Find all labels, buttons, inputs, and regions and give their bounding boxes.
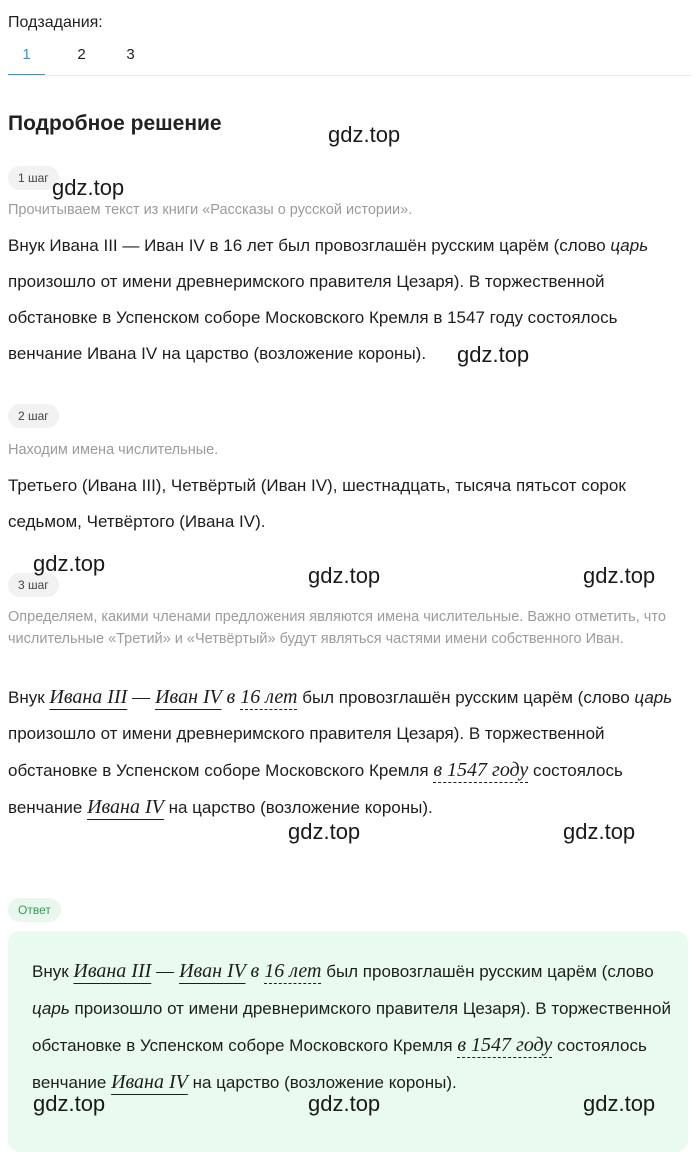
step-1-hint: Прочитываем текст из книги «Рассказы о русской истории». xyxy=(8,202,413,218)
step-3-hint: Определяем, какими членами предложения являются имена числительные. Важно отметить, что числительные «Третий» и «Четвёртый» будут являться частями имени собственного Иван. xyxy=(8,609,666,647)
watermark: gdz.top xyxy=(583,1091,656,1116)
numeral-1547-godu: в 1547 году xyxy=(433,759,529,781)
step-2-chip: 2 шаг xyxy=(8,404,59,428)
watermark: gdz.top xyxy=(33,1091,106,1116)
tab-3[interactable]: 3 xyxy=(126,46,135,63)
subtask-tabs xyxy=(8,46,155,76)
section-title: Подробное решение xyxy=(8,112,222,135)
step-3-analysis: Внук Ивана III — Иван IV в 16 лет был провозглашён русским царём (слово царь произошло от имени древнеримского правителя Цезаря). В торжественной обстановке в Успенском соборе Московского Кремля в 1547 году состоялось венчание Ивана IV на царство (возложение короны). xyxy=(8,686,673,818)
step-1-chip: 1 шаг xyxy=(8,166,59,190)
subtasks-label: Подзадания: xyxy=(8,14,103,31)
watermark: gdz.top xyxy=(52,175,125,200)
watermark: gdz.top xyxy=(583,563,656,588)
name-ivana-iv: Ивана IV xyxy=(87,796,164,818)
watermark: gdz.top xyxy=(288,819,361,844)
step-2-text: Третьего (Ивана III), Четвёртый (Иван IV), шестнадцать, тысяча пятьсот сорок седьмом, Четвёртого (Ивана IV). xyxy=(8,476,626,531)
answer-box xyxy=(8,931,688,1152)
tabs-divider xyxy=(8,75,692,76)
emphasis-word: царь xyxy=(610,236,649,255)
watermark: gdz.top xyxy=(33,551,106,576)
step-2-hint: Находим имена числительные. xyxy=(8,442,219,458)
numeral-16-let: 16 лет xyxy=(240,686,298,708)
watermark: gdz.top xyxy=(308,1091,381,1116)
watermark: gdz.top xyxy=(308,563,381,588)
step-1-text: Внук Ивана III — Иван IV в 16 лет был провозглашён русским царём (слово царь произошло от имени древнеримского правителя Цезаря). В торжественной обстановке в Успенском соборе Московского Кремля в 1547 году состоялось венчание Ивана IV на царство (возложение короны). xyxy=(8,236,649,363)
name-ivan-iv: Иван IV xyxy=(155,686,222,708)
answer-text: Внук Ивана III — Иван IV в 16 лет был провозглашён русским царём (слово царь произошло от имени древнеримского правителя Цезаря). В торжественной обстановке в Успенском соборе Московского Кремля в 1547 году состоялось венчание Ивана IV на царство (возложение короны). xyxy=(32,960,672,1093)
watermark: gdz.top xyxy=(328,122,401,147)
step-3-chip: 3 шаг xyxy=(8,573,59,597)
watermark: gdz.top xyxy=(563,819,636,844)
name-ivana-iii: Ивана III xyxy=(49,686,128,708)
tab-2[interactable]: 2 xyxy=(77,46,86,63)
answer-chip: Ответ xyxy=(8,898,61,922)
tab-1[interactable]: 1 xyxy=(8,46,45,76)
watermark: gdz.top xyxy=(457,342,530,367)
